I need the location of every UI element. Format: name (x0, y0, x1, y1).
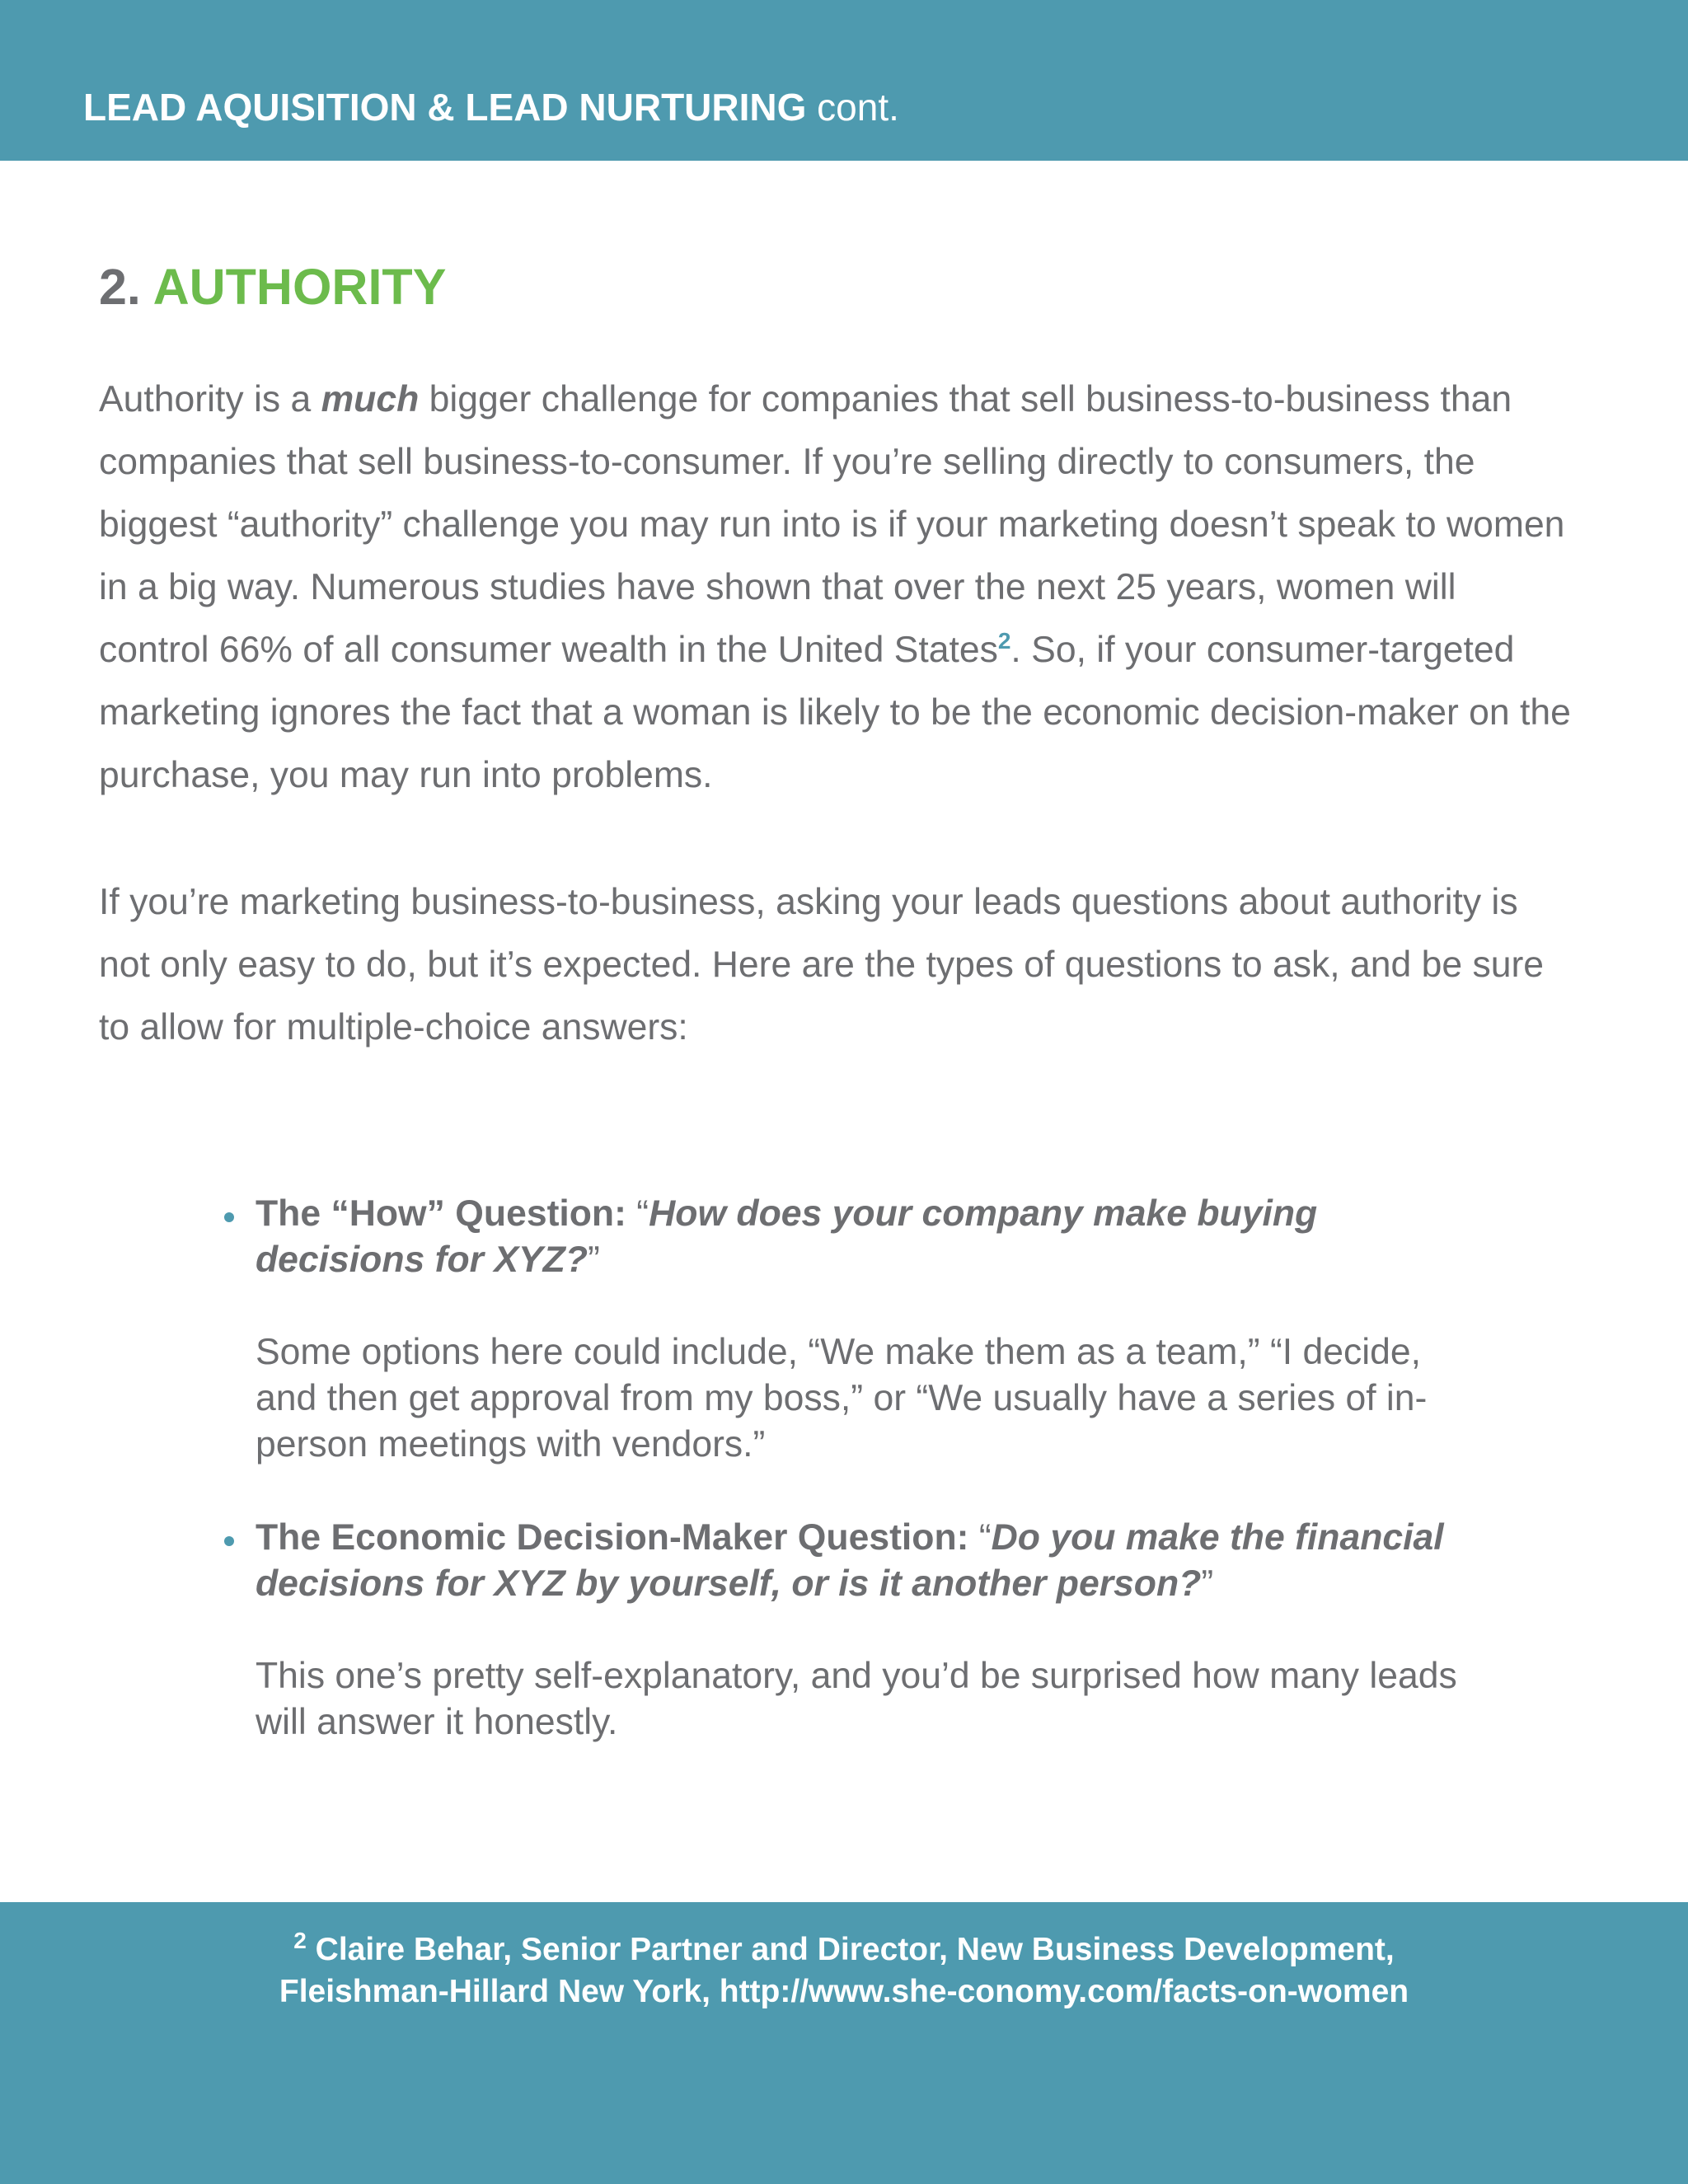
section-title: AUTHORITY (152, 259, 447, 315)
question-item (256, 1191, 1475, 1468)
section-heading (99, 257, 446, 316)
question-text: How does your company make buying decisions for XYZ? (256, 1193, 1318, 1280)
question-line (256, 1515, 1475, 1607)
question-item (256, 1515, 1475, 1746)
header-title-main: LEAD AQUISITION & LEAD NURTURING (83, 86, 807, 129)
footnote-citation: Claire Behar, Senior Partner and Director, New Business Development, (306, 1932, 1395, 1967)
footnote (0, 1929, 1688, 2013)
intro-emphasis: much (321, 379, 420, 419)
question-open-quote: “ (968, 1517, 992, 1558)
bullet-dot-icon (224, 1536, 234, 1546)
intro-lead: Authority is a (99, 379, 321, 419)
question-label: The Economic Decision-Maker Question: (256, 1517, 969, 1558)
question-answer: Some options here could include, “We make them as a team,” “I decide, and then get approval from my boss,” or “We usually have a series of in-person meetings with vendors.” (256, 1332, 1428, 1465)
question-label: The “How” Question: (256, 1193, 626, 1234)
intro-tail: . So, if your consumer-targeted marketing ignores the fact that a woman is likely to be the economic decision-maker on the purchase, you may run into problems. (99, 630, 1571, 795)
question-close-quote: ” (588, 1240, 600, 1280)
question-open-quote: “ (626, 1193, 649, 1234)
footnote-marker: 2 (293, 1928, 307, 1953)
b2b-text: If you’re marketing business-to-business, asking your leads questions about authority is not only easy to do, but it’s expected. Here are the types of questions to ask, and be sure to allow for multiple-choice answers: (99, 882, 1545, 1047)
section-number: 2. (99, 259, 141, 315)
intro-body: bigger challenge for companies that sell business-to-business than companies that sell business-to-consumer. If you’re selling directly to consumers, the biggest “authority” challenge you may run into is if your marketing doesn’t speak to women in a big way. Numerous studies have shown that over the next 25 years, women will control 66% of all consumer wealth in the United States (99, 379, 1565, 670)
question-answer: This one’s pretty self-explanatory, and you’d be surprised how many leads will answer it honestly. (256, 1656, 1457, 1742)
b2b-paragraph (99, 871, 1574, 1059)
question-text: Do you make the financial decisions for XYZ by yourself, or is it another person? (256, 1517, 1444, 1604)
question-line (256, 1191, 1475, 1283)
question-close-quote: ” (1201, 1563, 1214, 1604)
intro-paragraph (99, 368, 1574, 807)
footnote-line-2[interactable]: Fleishman-Hillard New York, http://www.she-conomy.com/facts-on-women (279, 1974, 1409, 2009)
header-title-suffix: cont. (806, 86, 899, 129)
footnote-reference[interactable]: 2 (997, 628, 1011, 654)
header-bar (0, 0, 1688, 161)
page-header-title (83, 82, 899, 132)
bullet-dot-icon (224, 1212, 234, 1222)
footnote-line-1 (0, 1929, 1688, 1971)
